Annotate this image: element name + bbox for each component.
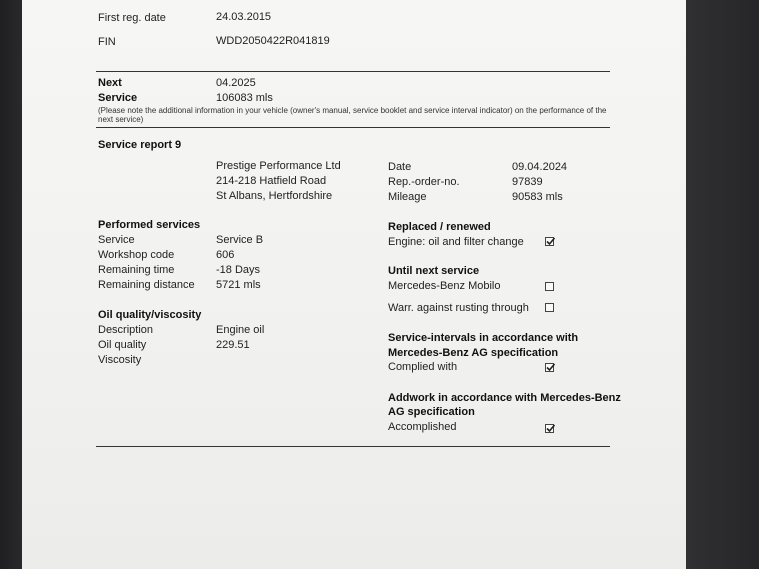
oil-row-value: 229.51 bbox=[216, 339, 250, 351]
divider-middle bbox=[96, 127, 610, 128]
performed-row-label: Workshop code bbox=[98, 249, 175, 261]
oil-row-value: Engine oil bbox=[216, 324, 265, 336]
addwork-heading-line1: Addwork in accordance with Mercedes-Benz bbox=[388, 392, 621, 404]
fin-label: FIN bbox=[98, 36, 116, 48]
first-reg-label: First reg. date bbox=[98, 12, 166, 24]
performed-row-value: Service B bbox=[216, 234, 264, 246]
order-value: 97839 bbox=[512, 176, 543, 188]
service-report-title: Service report 9 bbox=[98, 139, 182, 151]
next-label: Next bbox=[98, 77, 122, 89]
intervals-heading-line1: Service-intervals in accordance with bbox=[388, 332, 579, 344]
service-value: 106083 mls bbox=[216, 92, 273, 104]
oil-row-label: Viscosity bbox=[98, 354, 142, 366]
performed-row-value: -18 Days bbox=[216, 264, 261, 276]
mobilo-checkbox bbox=[545, 282, 554, 291]
first-reg-value: 24.03.2015 bbox=[216, 11, 272, 23]
fin-value: WDD2050422R041819 bbox=[216, 35, 330, 47]
oil-quality-heading: Oil quality/viscosity bbox=[98, 309, 202, 321]
rust-warranty-checkbox bbox=[545, 303, 554, 312]
divider-bottom bbox=[96, 446, 610, 447]
intervals-item: Complied with bbox=[388, 361, 458, 373]
performed-row-value: 606 bbox=[216, 249, 235, 261]
oil-row-label: Oil quality bbox=[98, 339, 147, 351]
performed-row-value: 5721 mls bbox=[216, 279, 261, 291]
order-label: Rep.-order-no. bbox=[388, 176, 460, 188]
next-value: 04.2025 bbox=[216, 77, 256, 89]
performed-row-label: Remaining time bbox=[98, 264, 175, 276]
until-next-heading: Until next service bbox=[388, 265, 480, 277]
desk-background-left bbox=[0, 0, 24, 569]
mileage-value: 90583 mls bbox=[512, 191, 563, 203]
oil-row-label: Description bbox=[98, 324, 154, 336]
performed-services-heading: Performed services bbox=[98, 219, 201, 231]
replaced-item: Engine: oil and filter change bbox=[388, 236, 524, 248]
intervals-heading-line2: Mercedes-Benz AG specification bbox=[388, 347, 559, 359]
replaced-checkbox bbox=[545, 237, 554, 246]
performed-row-label: Remaining distance bbox=[98, 279, 195, 291]
performed-row-label: Service bbox=[98, 234, 135, 246]
desk-background-right bbox=[686, 0, 759, 569]
dealer-name: Prestige Performance Ltd bbox=[216, 160, 341, 172]
addwork-heading-line2: AG specification bbox=[388, 406, 475, 418]
intervals-checkbox bbox=[545, 363, 554, 372]
mileage-label: Mileage bbox=[388, 191, 427, 203]
replaced-heading: Replaced / renewed bbox=[388, 221, 491, 233]
addwork-checkbox bbox=[545, 424, 554, 433]
divider-top bbox=[96, 71, 610, 72]
service-label: Service bbox=[98, 92, 138, 104]
addwork-item: Accomplished bbox=[388, 421, 457, 433]
next-service-note: (Please note the additional information in your vehicle (owner's manual, service booklet and service interval indicator) on the performance of the next service) bbox=[98, 106, 607, 124]
dealer-city: St Albans, Hertfordshire bbox=[216, 190, 333, 202]
dealer-street: 214-218 Hatfield Road bbox=[216, 175, 327, 187]
date-label: Date bbox=[388, 161, 412, 173]
until-next-item: Warr. against rusting through bbox=[388, 302, 529, 314]
date-value: 09.04.2024 bbox=[512, 161, 568, 173]
until-next-item: Mercedes-Benz Mobilo bbox=[388, 280, 501, 292]
